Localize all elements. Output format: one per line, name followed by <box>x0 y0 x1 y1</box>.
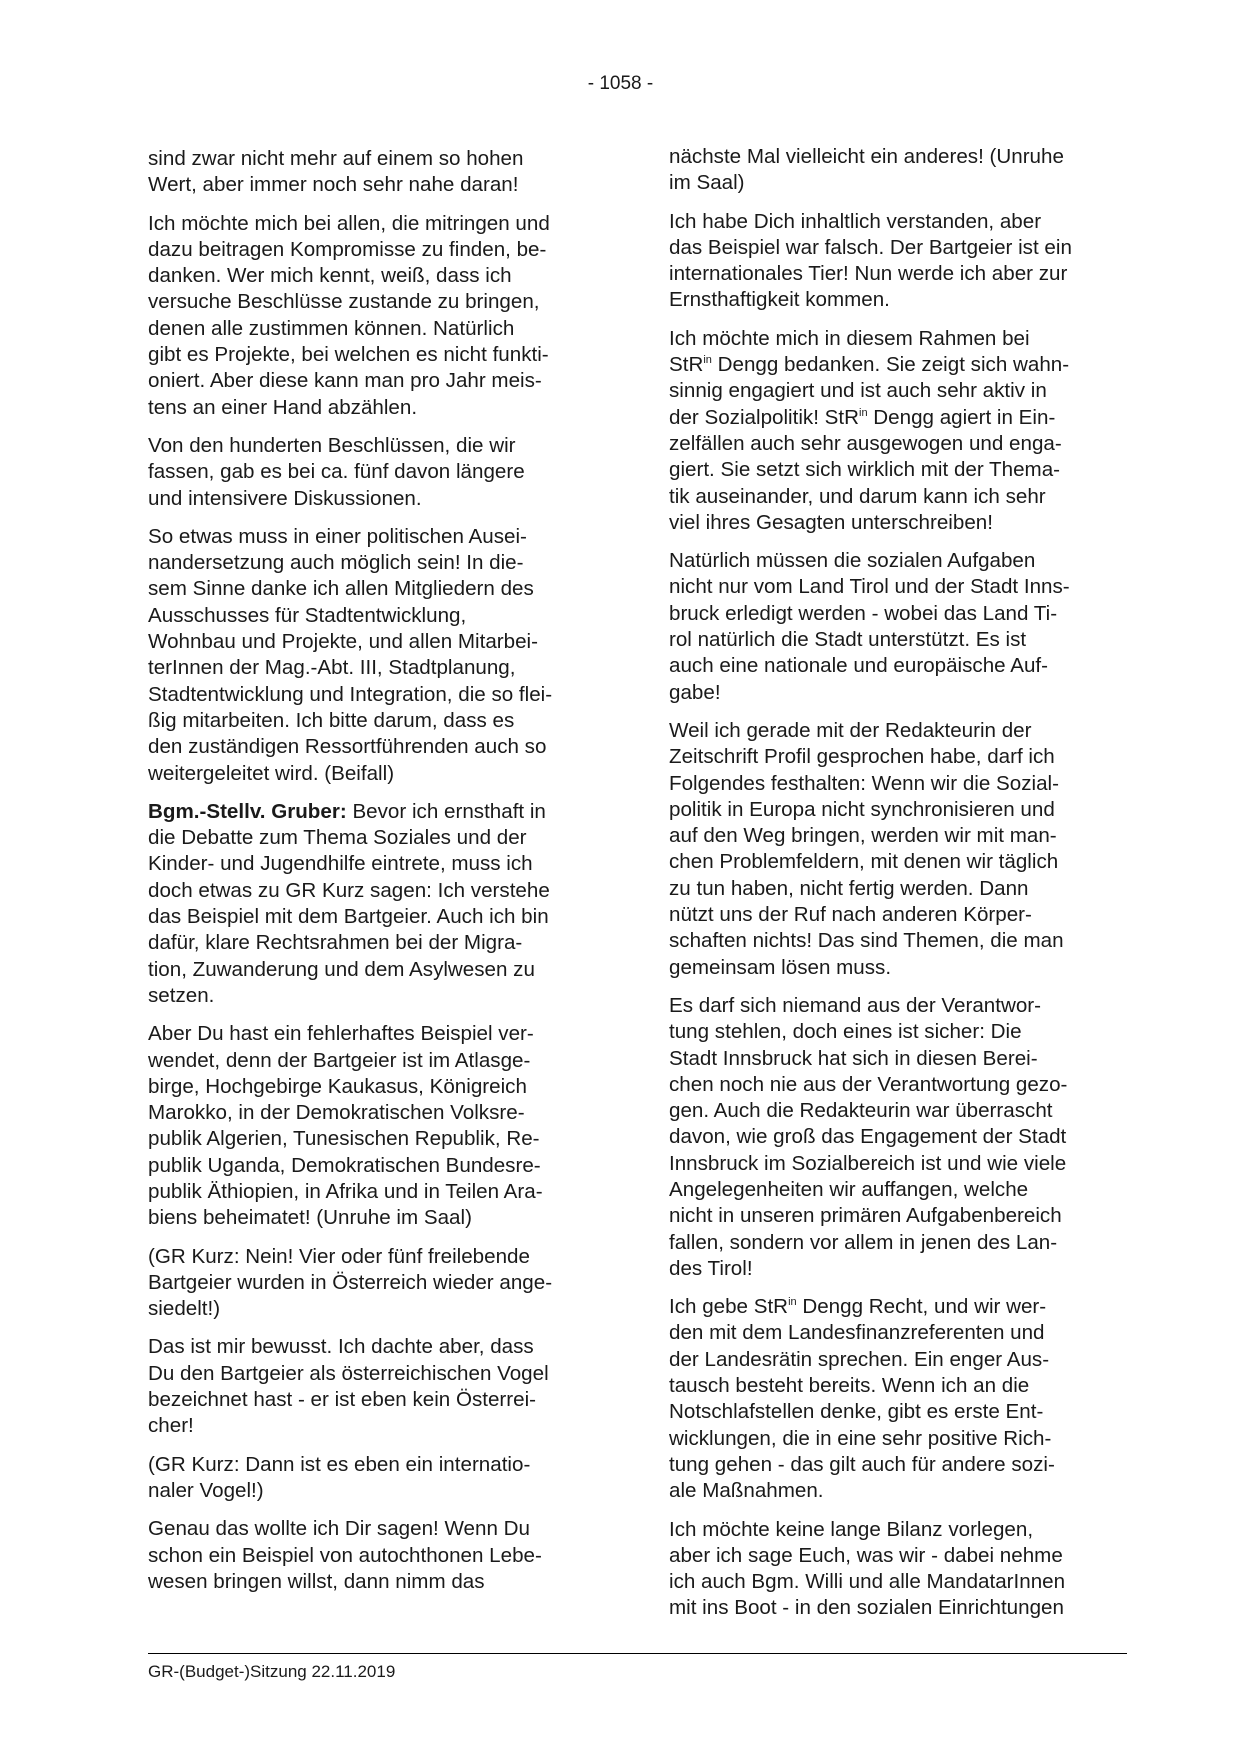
paragraph: Aber Du hast ein fehlerhaftes Beispiel ver- wendet, denn der Bartgeier ist im Atlasge- birge, Hochgebirge Kaukasus, Königreich Marokko, in der Demokratischen Volksre- publik Algerien, Tunesischen Republik, Re- publik Uganda, Demokratischen Bundesre- publik Äthiopien, in Afrika und in Teilen Ara- biens beheimatet! (Unruhe im Saal) <box>148 1022 543 1230</box>
paragraph: Das ist mir bewusst. Ich dachte aber, dass Du den Bartgeier als österreichischen Vogel bezeichnet hast - er ist eben kein Österrei- cher! <box>148 1335 549 1438</box>
text-segment: Dengg bedanken. Sie zeigt sich wahn- sinnig engagiert und ist auch sehr aktiv in der Sozialpolitik! StR <box>669 353 1070 429</box>
superscript: in <box>859 406 868 419</box>
superscript: in <box>703 354 712 367</box>
footer-text: GR-(Budget-)Sitzung 22.11.2019 <box>148 1662 396 1681</box>
paragraph: Natürlich müssen die sozialen Aufgaben nicht nur vom Land Tirol und der Stadt Inns- bruck erledigt werden - wobei das Land Ti- rol natürlich die Stadt unterstützt. Es ist auch eine nationale und europäische Auf- gabe! <box>669 549 1070 704</box>
right-column <box>669 144 1129 1634</box>
paragraph <box>669 326 1129 536</box>
text-segment: Dengg Recht, und wir wer- den mit dem Landesfinanzreferenten und der Landesrätin sprechen. Ein enger Aus- tausch besteht bereits. Wenn ich an die Notschlafstellen denke, gibt es erste Ent- wicklungen, die in eine sehr positive Rich- tung gehen - das gilt auch für andere sozi- ale Maßnahmen. <box>669 1295 1055 1503</box>
paragraph: nächste Mal vielleicht ein anderes! (Unruhe im Saal) <box>669 145 1064 195</box>
speech-text: Bevor ich ernsthaft in die Debatte zum Thema Soziales und der Kinder- und Jugendhilfe eintrete, muss ich doch etwas zu GR Kurz sagen: Ich verstehe das Beispiel mit dem Bartgeier. Auch ich bin dafür, klare Rechtsrahmen bei der Migra- tion, Zuwanderung und dem Asylwesen zu setzen. <box>148 799 550 1007</box>
left-column <box>148 146 603 1607</box>
paragraph: Genau das wollte ich Dir sagen! Wenn Du schon ein Beispiel von autochthonen Lebe- wesen bringen willst, dann nimm das <box>148 1517 542 1593</box>
paragraph: Ich möchte mich bei allen, die mitringen und dazu beitragen Kompromisse zu finden, be- danken. Wer mich kennt, weiß, dass ich versuche Beschlüsse zustande zu bringen, denen alle zustimmen können. Natürlich gibt es Projekte, bei welchen es nicht funkti- oniert. Aber diese kann man pro Jahr meis- tens an einer Hand abzählen. <box>148 211 550 419</box>
footer-divider <box>148 1653 1127 1654</box>
paragraph: sind zwar nicht mehr auf einem so hohen Wert, aber immer noch sehr nahe daran! <box>148 147 524 197</box>
superscript: in <box>788 1296 797 1309</box>
interjection: (GR Kurz: Dann ist es eben ein internatio- naler Vogel!) <box>148 1452 531 1502</box>
paragraph: Von den hunderten Beschlüssen, die wir fassen, gab es bei ca. fünf davon längere und intensivere Diskussionen. <box>148 433 525 510</box>
paragraph: Weil ich gerade mit der Redakteurin der Zeitschrift Profil gesprochen habe, darf ich Folgendes festhalten: Wenn wir die Sozial- politik in Europa nicht synchronisieren und auf den Weg bringen, werden wir mit man- chen Problemfeldern, mit denen wir täglich zu tun haben, nicht fertig werden. Dann nützt uns der Ruf nach anderen Körper- schaften nichts! Das sind Themen, die man gemeinsam lösen muss. <box>669 718 1064 979</box>
paragraph: So etwas muss in einer politischen Ausei- nandersetzung auch möglich sein! In die- sem Sinne danke ich allen Mitgliedern des Ausschusses für Stadtentwicklung, Wohnbau und Projekte, und allen Mitarbei- terInnen der Mag.-Abt. III, Stadtplanung, Stadtentwicklung und Integration, die so flei- ßig mitarbeiten. Ich bitte darum, dass es den zuständigen Ressortführenden auch so weitergeleitet wird. (Beifall) <box>148 524 553 785</box>
speech-paragraph <box>148 799 603 1009</box>
interjection: (GR Kurz: Nein! Vier oder fünf freilebende Bartgeier wurden in Österreich wieder ange- siedelt!) <box>148 1244 553 1321</box>
paragraph <box>669 1294 1129 1504</box>
text-segment: Ich gebe StR <box>669 1295 789 1319</box>
paragraph: Ich habe Dich inhaltlich verstanden, aber das Beispiel war falsch. Der Bartgeier ist ein internationales Tier! Nun werde ich aber zur Ernsthaftigkeit kommen. <box>669 209 1072 312</box>
paragraph: Es darf sich niemand aus der Verantwor- tung stehlen, doch eines ist sicher: Die Stadt Innsbruck hat sich in diesen Berei- chen noch nie aus der Verantwortung gezo- gen. Auch die Redakteurin war überrascht davon, wie groß das Engagement der Stadt Innsbruck im Sozialbereich ist und wie viele Angelegenheiten wir auffangen, welche nicht in unseren primären Aufgabenbereich fallen, sondern vor allem in jenen des Lan- des Tirol! <box>669 993 1068 1280</box>
page-number: - 1058 - <box>587 73 654 94</box>
text-segment: Dengg agiert in Ein- zelfällen auch sehr ausgewogen und enga- giert. Sie setzt sich wirklich mit der Thema- tik auseinander, und darum kann ich sehr viel ihres Gesagten unterschreiben! <box>669 405 1062 534</box>
text-segment: Ich möchte mich in diesem Rahmen bei StR <box>669 326 1030 377</box>
paragraph: Ich möchte keine lange Bilanz vorlegen, aber ich sage Euch, was wir - dabei nehme ich auch Bgm. Willi und alle MandatarInnen mit ins Boot - in den sozialen Einrichtungen <box>669 1517 1066 1620</box>
speaker-name: Bgm.-Stellv. Gruber: <box>148 799 347 823</box>
